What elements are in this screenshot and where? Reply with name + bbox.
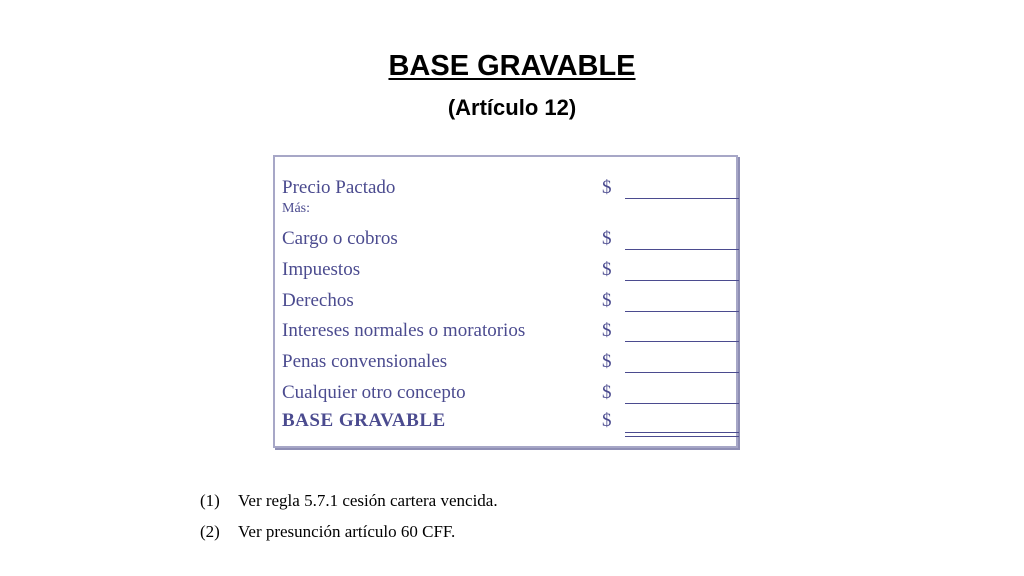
currency-sign: $ [602,259,612,280]
blank-line [625,280,739,281]
currency-sign: $ [602,382,612,403]
row-label: Penas convensionales [282,351,448,372]
blank-line [625,198,739,199]
currency-sign: $ [602,410,612,431]
blank-line [625,403,739,404]
currency-sign: $ [602,290,612,311]
currency-sign: $ [602,351,612,372]
currency-sign: $ [602,177,612,198]
mas-label: Más: [282,201,310,216]
row-label: Cualquier otro concepto [282,382,466,403]
footnote-text: Ver presunción artículo 60 CFF. [238,522,456,541]
row-label: Cargo o cobros [282,228,398,249]
blank-line [625,372,739,373]
total-double-line [625,432,739,437]
row-label: Impuestos [282,259,361,280]
row-label: Derechos [282,290,354,311]
page-subtitle: (Artículo 12) [447,95,577,120]
row-label: Precio Pactado [282,177,396,198]
page-title: BASE GRAVABLE [388,50,636,82]
footnote-number: (2) [200,522,220,541]
total-label: BASE GRAVABLE [282,410,446,431]
blank-line [625,341,739,342]
currency-sign: $ [602,320,612,341]
footnote-text: Ver regla 5.7.1 cesión cartera vencida. [238,491,498,510]
blank-line [625,311,739,312]
currency-sign: $ [602,228,612,249]
footnote-number: (1) [200,491,220,510]
blank-line [625,249,739,250]
row-label: Intereses normales o moratorios [282,320,526,341]
